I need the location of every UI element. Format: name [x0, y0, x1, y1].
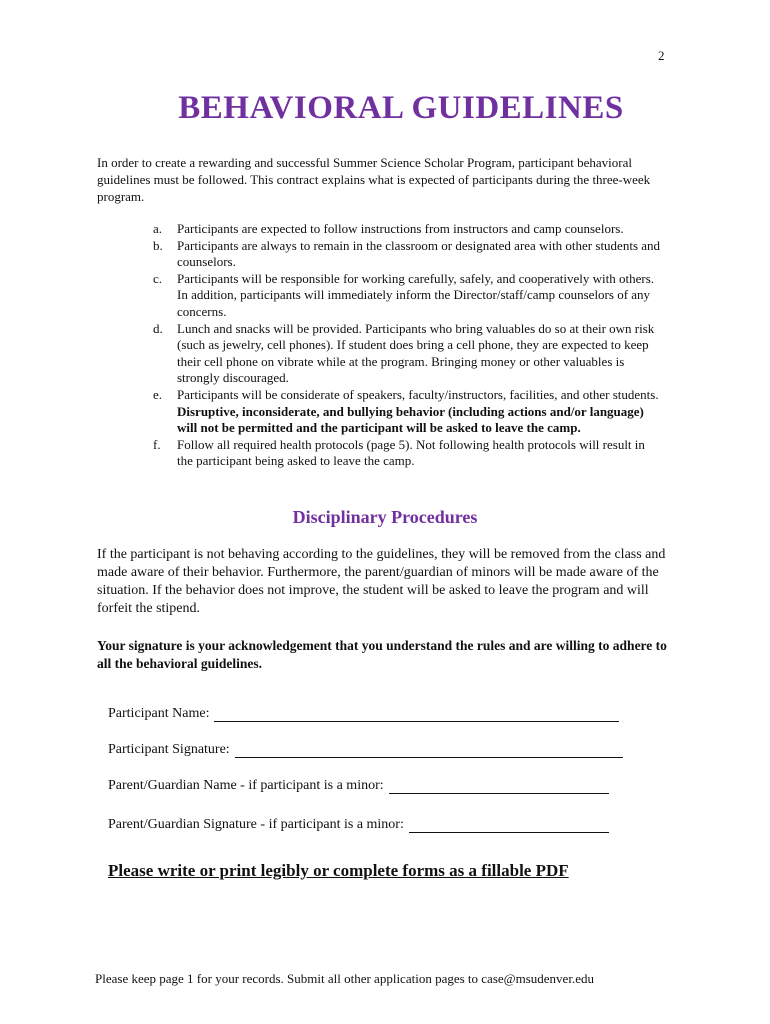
- guideline-text-bold: Disruptive, inconsiderate, and bullying behavior (including actions and/or language) will not be permitted and the participant will be asked to leave the camp.: [177, 403, 644, 436]
- guideline-marker: b.: [153, 237, 163, 253]
- guideline-text: [177, 387, 661, 437]
- participant-signature-label: Participant Signature:: [108, 742, 230, 757]
- guardian-signature-line[interactable]: [409, 818, 609, 833]
- participant-name-field: [108, 706, 619, 722]
- guideline-text: Follow all required health protocols (page 5). Not following health protocols will result in the participant being asked to leave the camp.: [177, 436, 645, 469]
- participant-name-line[interactable]: [214, 707, 619, 722]
- page-number: 2: [658, 48, 665, 63]
- disciplinary-heading: Disciplinary Procedures: [292, 507, 478, 527]
- fillable-pdf-note: Please write or print legibly or complete forms as a fillable PDF: [108, 861, 569, 880]
- guideline-item: [153, 437, 661, 470]
- guideline-item: [153, 271, 661, 321]
- guideline-marker: a.: [153, 221, 163, 236]
- intro-paragraph: In order to create a rewarding and successful Summer Science Scholar Program, participant behavioral guidelines must be followed. This contract explains what is expected of participants during the three-week program.: [97, 155, 651, 204]
- guideline-marker: c.: [153, 270, 163, 286]
- guideline-item: [153, 238, 661, 271]
- guideline-marker: d.: [153, 320, 163, 336]
- guideline-item: [153, 221, 661, 238]
- guardian-signature-field: [108, 817, 609, 833]
- guideline-text-plain: Participants will be considerate of speakers, faculty/instructors, facilities, and other students.: [177, 386, 659, 402]
- guideline-item: [153, 321, 661, 387]
- participant-name-label: Participant Name:: [108, 706, 210, 721]
- disciplinary-paragraph: If the participant is not behaving according to the guidelines, they will be removed from the class and made aware of their behavior. Furthermore, the parent/guardian of minors will be made aware of the situation. If the behavior does not improve, the student will be asked to leave the program and will forfeit the stipend.: [97, 547, 666, 616]
- guideline-text: Participants are always to remain in the classroom or designated area with other students and counselors.: [177, 237, 661, 270]
- participant-signature-line[interactable]: [235, 743, 623, 758]
- participant-signature-field: [108, 742, 623, 758]
- records-note: Please keep page 1 for your records. Submit all other application pages to case@msudenver.edu: [95, 971, 594, 986]
- guideline-text: Lunch and snacks will be provided. Participants who bring valuables do so at their own risk (such as jewelry, cell phones). If student does bring a cell phone, they are expected to keep their cell phone on vibrate while at the program. Bringing money or other valuables is strongly discouraged.: [177, 320, 655, 386]
- guideline-list: [153, 221, 661, 470]
- guardian-name-field: [108, 778, 609, 794]
- guideline-marker: e.: [153, 386, 163, 402]
- guideline-text: Participants will be responsible for working carefully, safely, and cooperatively with others. In addition, participants will immediately inform the Director/staff/camp counselors of any concerns.: [177, 270, 655, 319]
- guideline-marker: f.: [153, 436, 161, 452]
- guardian-signature-label: Parent/Guardian Signature - if participant is a minor:: [108, 817, 404, 832]
- page-title: BEHAVIORAL GUIDELINES: [178, 90, 624, 126]
- acknowledgement-text: Your signature is your acknowledgement that you understand the rules and are willing to adhere to all the behavioral guidelines.: [97, 638, 667, 671]
- guideline-item: [153, 387, 661, 437]
- guardian-name-line[interactable]: [389, 779, 609, 794]
- guardian-name-label: Parent/Guardian Name - if participant is a minor:: [108, 778, 384, 793]
- guideline-text: Participants are expected to follow instructions from instructors and camp counselors.: [177, 221, 624, 236]
